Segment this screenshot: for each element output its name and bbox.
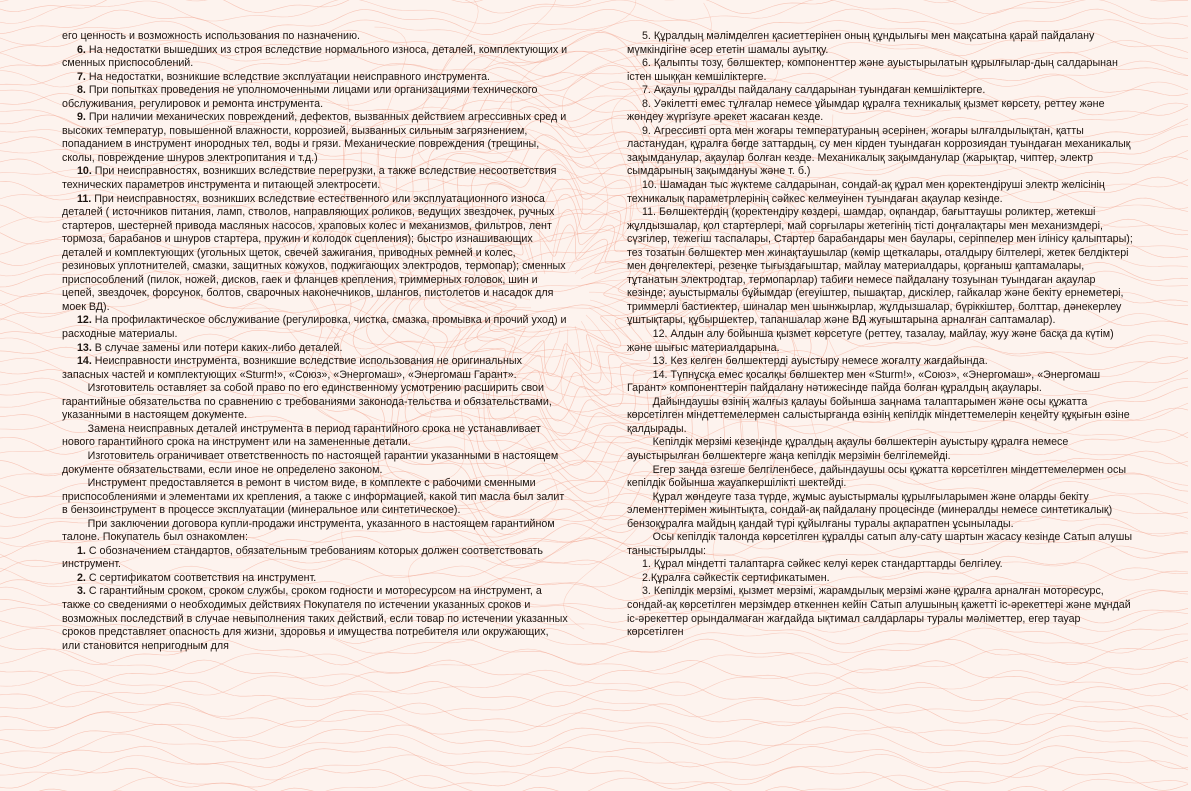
- item-number: 6.: [76, 43, 86, 56]
- paragraph: [627, 84, 1136, 98]
- paragraph-text: Инструмент предоставляется в ремонт в чистом виде, в комплекте с рабочими сменными приспособлениями и элементами их крепления, а также с информацией, какой тип масла был залит в бензоинструмент в процессе эксплуатации (минеральное или синтетическое).: [62, 477, 565, 517]
- paragraph: [62, 30, 568, 44]
- paragraph-text: На профилактическое обслуживание (регулировка, чистка, смазка, промывка и прочий уход) и расходные материалы.: [62, 314, 567, 341]
- paragraph: [627, 369, 1136, 396]
- paragraph: [62, 355, 568, 382]
- item-number: 7.: [76, 70, 86, 83]
- paragraph-text: 2.Құралға сәйкестік сертификатымен.: [641, 571, 830, 584]
- paragraph: [627, 436, 1136, 463]
- paragraph: [627, 98, 1136, 125]
- paragraph: [62, 545, 568, 572]
- paragraph-text: При неисправностях, возникших вследствие перегрузки, а также вследствие несоответствия технических параметров инструмента и питающей электросети.: [62, 165, 557, 192]
- paragraph-text: С сертификатом соответствия на инструмент.: [85, 571, 317, 584]
- paragraph-text: На недостатки вышедших из строя вследствие нормального износа, деталей, комплектующих и сменных приспособлений.: [62, 43, 568, 70]
- paragraph: [62, 585, 568, 653]
- item-number: 3.: [76, 585, 86, 598]
- paragraph-text: В случае замены или потери каких-либо деталей.: [91, 341, 343, 354]
- paragraph-text: его ценность и возможность использования по назначению.: [62, 30, 360, 42]
- paragraph: [62, 84, 568, 111]
- paragraph-text: Неисправности инструмента, возникшие вследствие использования не оригинальных запасных частей и комплектующих «Sturm!», «Союз», «Энергомаш», «Энергомаш Гарант».: [62, 355, 522, 381]
- paragraph-text: 3. Кепілдік мерзімі, қызмет мерзімі, жарамдылық мерзімі және құралға арналған моторесурс, сондай-ақ көрсетілген мерзімдер өткеннен кейін Сатып алушының қажетті іс-әрекеттері және мұндай іс-әрекеттер орындалмаған жағдайда ықтимал салдарлары туралы мәліметтер, егер тауар көрсетілген: [627, 585, 1131, 639]
- item-number: 9.: [76, 111, 86, 124]
- paragraph-text: Изготовитель ограничивает ответственность по настоящей гарантии указанными в настоящем документе обязательствами, если иное не определено законом.: [62, 449, 559, 476]
- paragraph-text: Замена неисправных деталей инструмента в период гарантийного срока не устанавливает нового гарантийного срока на инструмент или на замененные детали.: [62, 422, 541, 449]
- paragraph-text: 8. Уәкілетті емес тұлғалар немесе ұйымдар құралға техникалық қызмет көрсету, реттеу және жөндеу жүргізуге әрекет жасаған кезде.: [627, 97, 1105, 124]
- paragraph-text: 11. Бөлшектердің (қоректендіру көздері, шамдар, оқпандар, бағыттаушы роликтер, жетекші жұлдызшалар, қол стартерлері, май сорғылары жетегінің тісті доңғалақтары мен механизмдері, сүзгілер, тежегіш таспалары, Стартер барабандары мен баулары, серіппелер мен ілінісу қалыптары); тез тозатын бөлшектер мен жинақтаушылар (көмір щеткалары, оталдыру білтелері, жетек белдіктері мен дөңгелектері, резеңке тығыздағыштар, майлау материалдары, қорғаныш қаптамалары, тұтанатын электродтар, термопарлар) табиғи немесе пайдалану тозуынан туындаған ақаулар кезінде; ауыстырмалы бұйымдар (егеуіштер, пышақтар, дискілер, гайкалар және бекіту ернеметері, триммерлі бастиектер, шиналар мен шынжырлар, жұлдызшалар, бүріккіштер, болттар, дәнекерлеу ұштықтары, құбыршектер, тапаншалар және ВД жуғыштарына арналған саптамалар).: [627, 206, 1133, 327]
- item-number: 11.: [76, 192, 92, 205]
- paragraph: [627, 125, 1136, 179]
- paragraph-text: Кепілдік мерзімі кезеңінде құралдың ақаулы бөлшектерін ауыстыру құралға немесе ауыстырылған бөлшектерге жаңа кепілдік мерзімін белгілемейді.: [627, 436, 1069, 462]
- paragraph: [627, 179, 1136, 206]
- paragraph: [627, 585, 1136, 639]
- paragraph-text: 7. Ақаулы құралды пайдалану салдарынан туындаған кемшіліктерге.: [641, 84, 986, 97]
- item-number: 12.: [76, 314, 92, 327]
- item-number: 13.: [76, 341, 92, 354]
- paragraph-text: 6. Қалыпты тозу, бөлшектер, компоненттер және ауыстырылатын құрылғылар-дың салдарынан істен шыққан кемшіліктерге.: [627, 57, 1118, 83]
- paragraph: [627, 531, 1136, 558]
- paragraph: [627, 491, 1136, 532]
- item-number: 14.: [76, 355, 92, 368]
- right-column-kazakh-text: [627, 30, 1136, 640]
- paragraph-text: 12. Алдын алу бойынша қызмет көрсетуге (реттеу, тазалау, майлау, жуу және басқа да күтім) және шығыс материалдарына.: [627, 328, 1114, 354]
- paragraph: [62, 382, 568, 423]
- item-number: 1.: [76, 544, 86, 557]
- paragraph-text: При неисправностях, возникших вследствие естественного или эксплуатационного износа деталей ( источников питания, ламп, стволов, направляющих роликов, ведущих звездочек, ручных стартеров, шестерней привода масляных насосов, храповых колес и механизмов, фильтров, лент тормоза, барабанов и шнуров стартера, пружин и колодок сцепления); быстро изнашивающих деталей и комплектующих (угольных щеток, свечей зажигания, приводных ремней и колес, резиновых уплотнителей, смазки, защитных кожухов, поджигающих электродов, термопар); сменных приспособлений (пилок, ножей, дисков, гаек и фланцев крепления, триммерных головок, шин и цепей, звездочек, форсунок, болтов, сварочных наконечников, шлангов, пистолетов и насадок для моек ВД).: [62, 192, 566, 313]
- paragraph-text: При наличии механических повреждений, дефектов, вызванных действием агрессивных сред и высоких температур, повышенной влажности, коррозией, вызванных сильным загрязнением, попаданием в инструмент инородных тел, воды и грязи. Механические повреждения (трещины, сколы, повреждение шнуров электропитания и т.д.): [62, 111, 567, 164]
- paragraph-text: С гарантийным сроком, сроком службы, сроком годности и моторесурсом на инструмент, а также со сведениями о необходимых действиях Покупателя по истечении указанных сроков и возможных последствий в случае невыполнения таких действий, если товар по истечении указанных сроков представляет опасность для жизни, здоровья и имущества потребителя или окружающих, или становится непригодным для: [62, 585, 568, 652]
- paragraph-text: С обозначением стандартов, обязательным требованиям которых должен соответствовать инструмент.: [62, 544, 543, 571]
- paragraph-text: 9. Агрессивті орта мен жоғары температураның әсерінен, жоғары ылғалдылықтан, қатты ластанудан, құралға бөгде заттардың, су мен кірден туындаған коррозиядан туындаған механикалық зақымданулар, ақаулар болған кезде. Механикалық зақымданулар (жарықтар, чиптер, электр сымдарының зақымдануы және т. б.): [627, 124, 1131, 178]
- paragraph-text: Изготовитель оставляет за собой право по его единственному усмотрению расширить свои гарантийные обязательства по сравнению с требованиями законода-тельства и обязательствами, указанными в настоящем документе.: [62, 382, 552, 422]
- paragraph: [62, 165, 568, 192]
- paragraph: [627, 57, 1136, 84]
- paragraph-text: 10. Шамадан тыс жүктеме салдарынан, сондай-ақ құрал мен қоректендіруші электр желісінің техникалық параметрлерінің сәйкес келмеуінен туындаған ақаулар кезінде.: [627, 179, 1105, 205]
- paragraph-text: При попытках проведения не уполномоченными лицами или организациями технического обслуживания, регулировок и ремонта инструмента.: [62, 84, 538, 110]
- paragraph: [627, 558, 1136, 572]
- paragraph: [627, 206, 1136, 328]
- paragraph-text: Құрал жөндеуге таза түрде, жұмыс ауыстырмалы құрылғыларымен және оларды бекіту элементтерімен жиынтықта, сондай-ақ пайдалану процесінде (минералды немесе синтетикалық) бензоқұралға майдың қандай түрі құйылғаны туралы ақпаратпен ұсынылады.: [627, 490, 1113, 530]
- paragraph: [62, 44, 568, 71]
- paragraph-text: 1. Құрал міндетті талаптарға сәйкес келуі керек стандарттарды белгілеу.: [641, 558, 1003, 571]
- paragraph: [627, 328, 1136, 355]
- paragraph: [62, 423, 568, 450]
- item-number: 8.: [76, 84, 86, 97]
- paragraph: [62, 450, 568, 477]
- paragraph: [62, 111, 568, 165]
- paragraph: [62, 572, 568, 586]
- paragraph: [62, 518, 568, 545]
- item-number: 2.: [76, 571, 86, 584]
- paragraph: [627, 464, 1136, 491]
- paragraph: [627, 355, 1136, 369]
- paragraph-text: Егер заңда өзгеше белгіленбесе, дайындаушы осы құжатта көрсетілген міндеттемелермен осы кепілдік бойынша жауапкершілікті шектейді.: [627, 463, 1127, 490]
- paragraph-text: 14. Түпнұсқа емес қосалқы бөлшектер мен «Sturm!», «Союз», «Энергомаш», «Энергомаш Гарант» компоненттерін пайдалану нәтижесінде пайда болған құралдың ақаулары.: [627, 368, 1101, 395]
- paragraph: [627, 572, 1136, 586]
- paragraph: [62, 314, 568, 341]
- paragraph-text: Осы кепілдік талонда көрсетілген құралды сатып алу-сату шартын жасасу кезінде Сатып алушы таныстырылды:: [627, 531, 1133, 557]
- paragraph-text: Дайындаушы өзінің жалғыз қалауы бойынша заңнама талаптарымен және осы құжатта көрсетілген міндеттемелермен салыстырғанда өзінің кепілдік міндеттемелерін кеңейту құқығын өзіне қалдырады.: [627, 395, 1130, 435]
- paragraph-text: 5. Құралдың мәлімделген қасиеттерінен оның құндылығы мен мақсатына қарай пайдалану мүмкіндігіне әсер ететін шамалы ауытқу.: [627, 30, 1095, 56]
- left-column-russian-text: [62, 30, 568, 653]
- paragraph: [62, 71, 568, 85]
- paragraph-text: На недостатки, возникшие вследствие эксплуатации неисправного инструмента.: [85, 70, 491, 83]
- paragraph: [627, 30, 1136, 57]
- paragraph-text: 13. Кез келген бөлшектерді ауыстыру немесе жоғалту жағдайында.: [652, 355, 988, 368]
- paragraph: [627, 396, 1136, 437]
- paragraph: [62, 193, 568, 315]
- item-number: 10.: [76, 165, 92, 178]
- paragraph: [62, 342, 568, 356]
- paragraph: [62, 477, 568, 518]
- paragraph-text: При заключении договора купли-продажи инструмента, указанного в настоящем гарантийном талоне. Покупатель был ознакомлен:: [62, 517, 555, 544]
